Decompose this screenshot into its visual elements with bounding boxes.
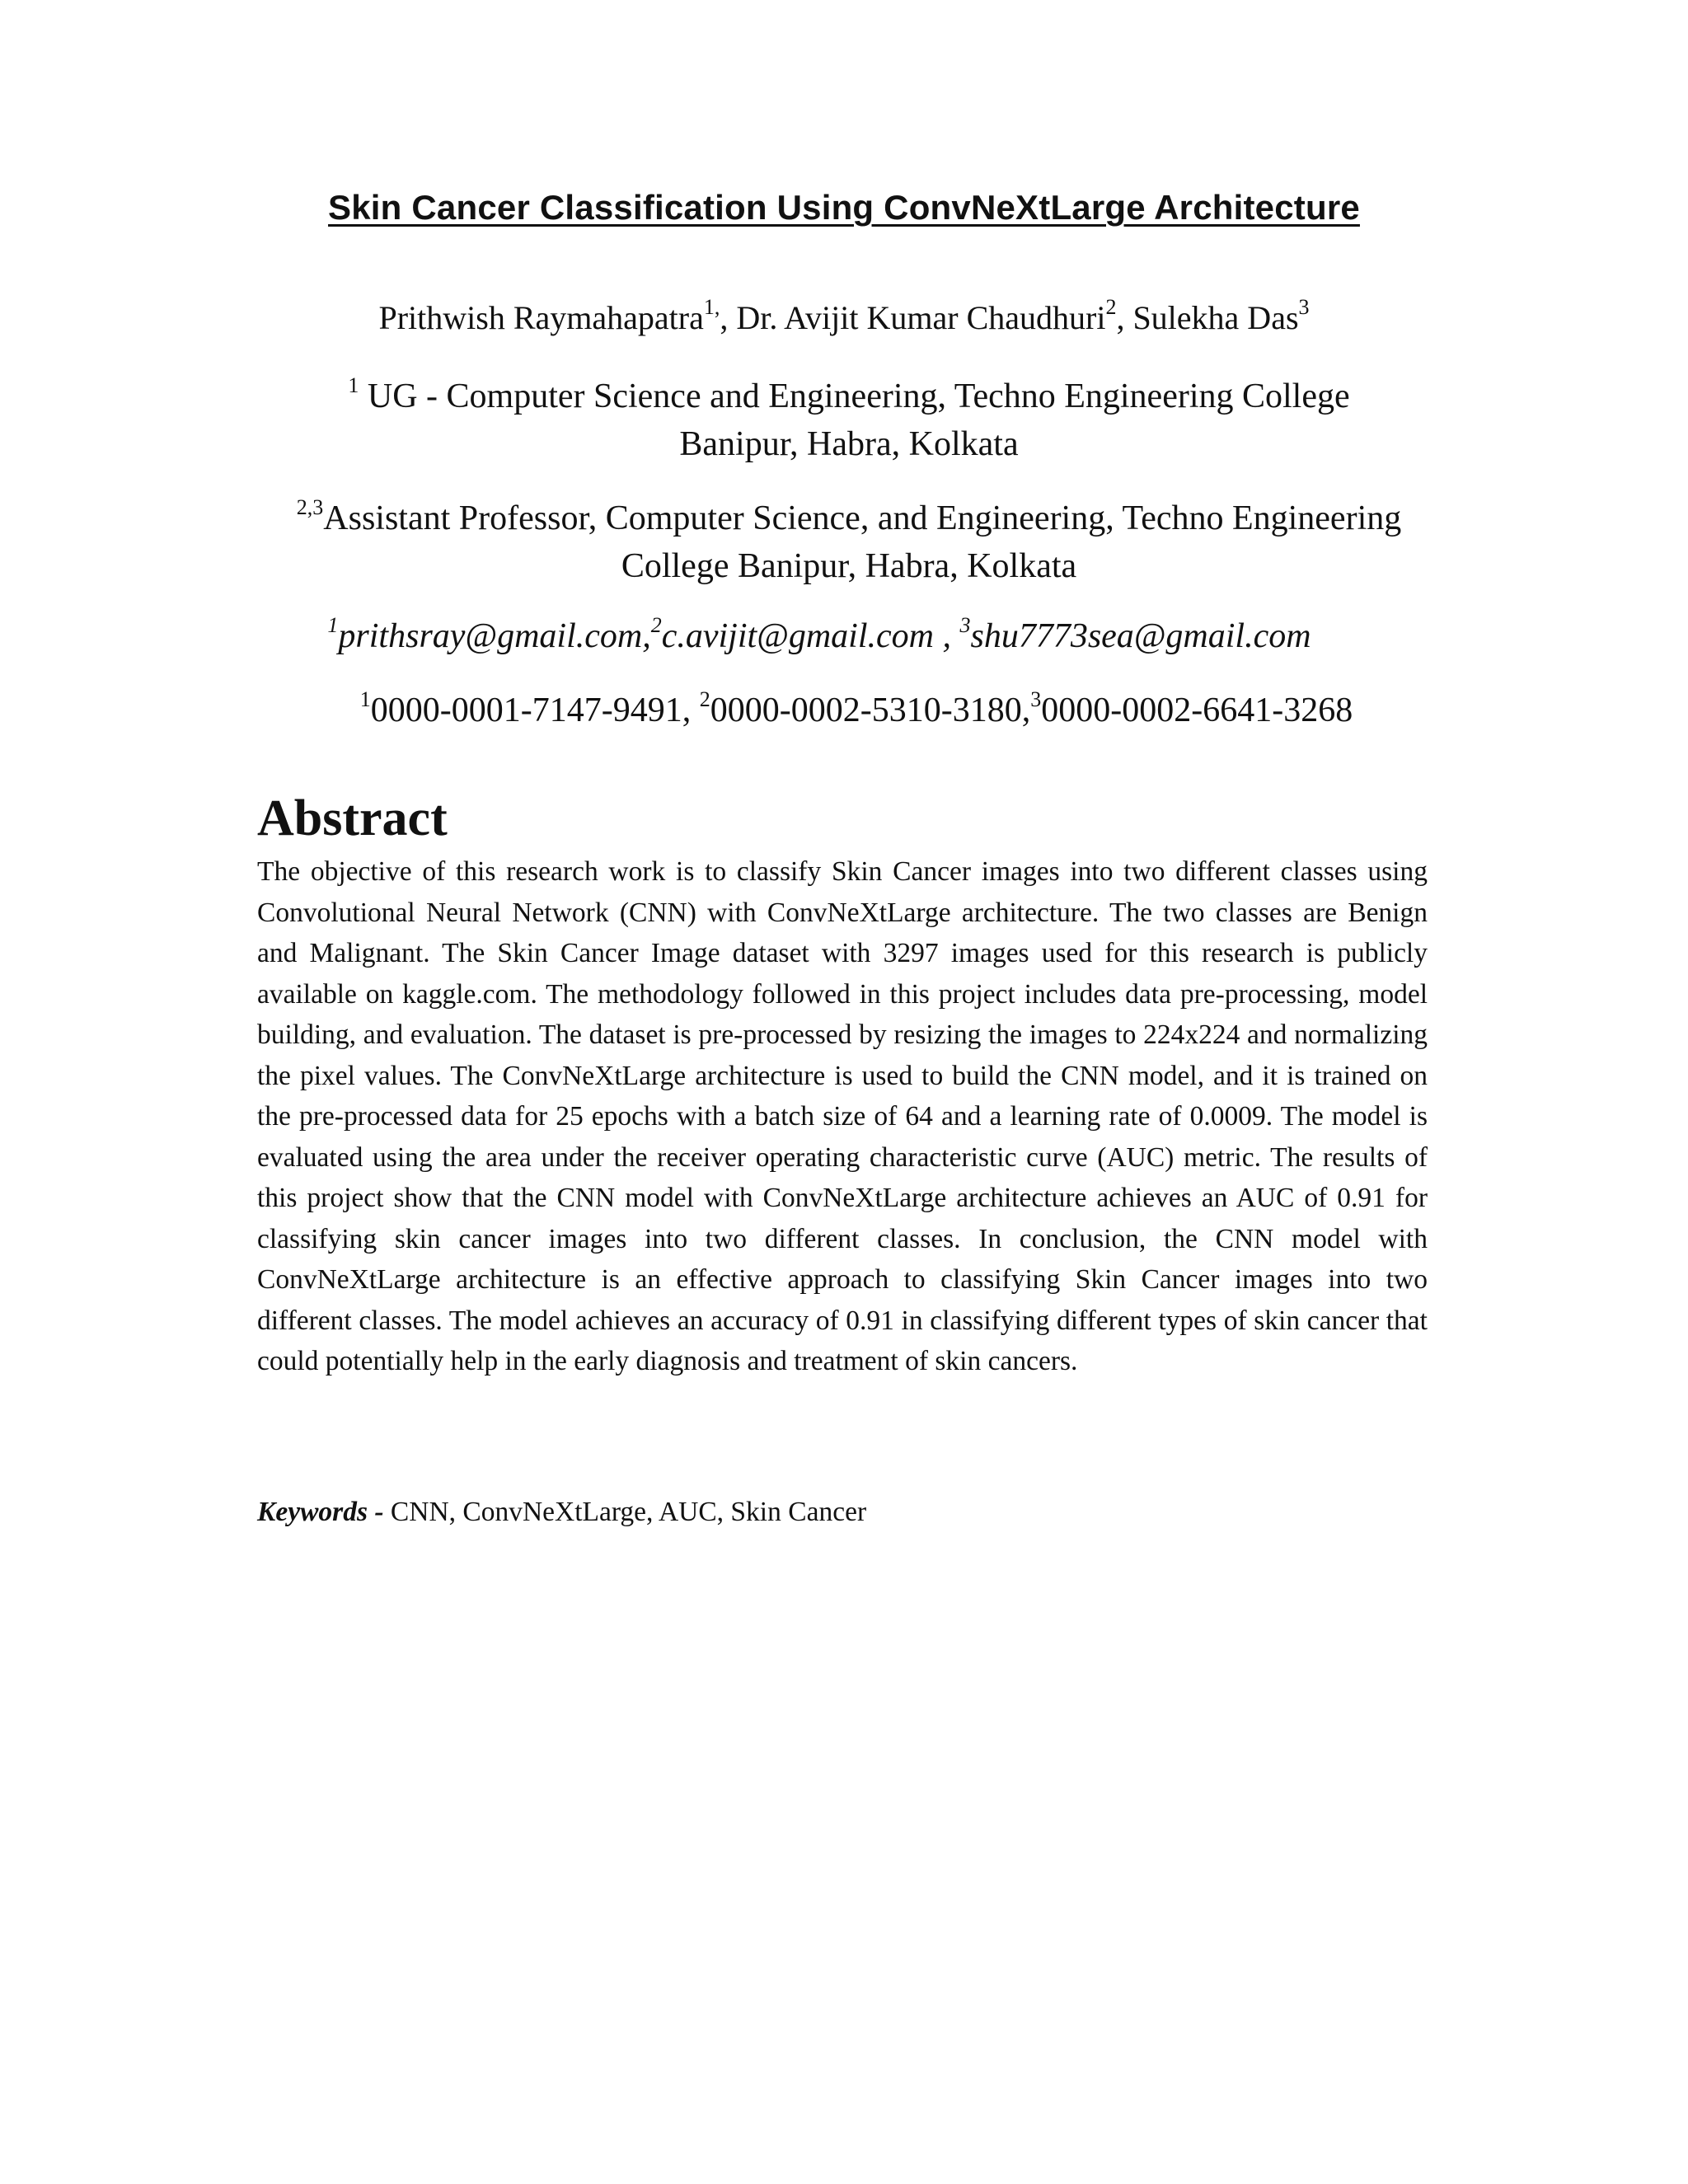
author-separator: , [720, 299, 737, 336]
email-superscript: 1 [327, 613, 339, 637]
author-superscript: 2 [1105, 295, 1117, 319]
email-link[interactable]: prithsray@gmail.com, [338, 617, 651, 655]
orcid-id: 0000-0001-7147-9491, [370, 691, 700, 729]
email-list [0, 613, 1688, 656]
orcid-id: 0000-0002-6641-3268 [1041, 691, 1353, 729]
author-list [0, 295, 1688, 337]
affiliation-2 [247, 494, 1451, 590]
email-link[interactable]: c.avijit@gmail.com , [661, 617, 960, 655]
affiliation-text: UG - Computer Science and Engineering, Techno Engineering College Banipur, Habra, Kolkata [359, 377, 1350, 463]
email-superscript: 2 [650, 613, 662, 637]
orcid-id: 0000-0002-5310-3180, [710, 691, 1031, 729]
author-name: Dr. Avijit Kumar Chaudhuri [736, 299, 1106, 336]
email-superscript: 3 [959, 613, 971, 637]
orcid-superscript: 2 [699, 687, 710, 711]
author-separator: , [1116, 299, 1133, 336]
affiliation-text: Assistant Professor, Computer Science, and Engineering, Techno Engineering College Banipur, Habra, Kolkata [323, 499, 1402, 585]
keywords-text: CNN, ConvNeXtLarge, AUC, Skin Cancer [390, 1497, 867, 1527]
abstract-text: The objective of this research work is to classify Skin Cancer images into two different classes using Convolutional Neural Network (CNN) with ConvNeXtLarge architecture. The two classes are Benign and Malignant. The Skin Cancer Image dataset with 3297 images used for this research is publicly available on kaggle.com. The methodology followed in this project includes data pre-processing, model building, and evaluation. The dataset is pre-processed by resizing the images to 224x224 and normalizing the pixel values. The ConvNeXtLarge architecture is used to build the CNN model, and it is trained on the pre-processed data for 25 epochs with a batch size of 64 and a learning rate of 0.0009. The model is evaluated using the area under the receiver operating characteristic curve (AUC) metric. The results of this project show that the CNN model with ConvNeXtLarge architecture achieves an AUC of 0.91 for classifying skin cancer images into two different classes. In conclusion, the CNN model with ConvNeXtLarge architecture is an effective approach to classifying Skin Cancer images into two different classes. The model achieves an accuracy of 0.91 in classifying different types of skin cancer that could potentially help in the early diagnosis and treatment of skin cancers. [257, 856, 1428, 1376]
orcid-list [0, 687, 1688, 730]
affiliation-1 [297, 373, 1401, 468]
orcid-superscript: 1 [359, 687, 371, 711]
affiliation-superscript: 2,3 [296, 495, 324, 519]
author-superscript: 1, [703, 295, 720, 319]
author-superscript: 3 [1298, 295, 1310, 319]
affiliation-superscript: 1 [348, 373, 359, 397]
email-link[interactable]: shu7773sea@gmail.com [970, 617, 1311, 655]
abstract-heading: Abstract [257, 790, 448, 846]
keywords-label: Keywords - [257, 1497, 391, 1527]
orcid-superscript: 3 [1030, 687, 1042, 711]
author-name: Sulekha Das [1132, 299, 1299, 336]
author-name: Prithwish Raymahapatra [378, 299, 704, 336]
paper-title: Skin Cancer Classification Using ConvNeXtLarge Architecture [328, 188, 1360, 227]
keywords-line [257, 1497, 866, 1528]
